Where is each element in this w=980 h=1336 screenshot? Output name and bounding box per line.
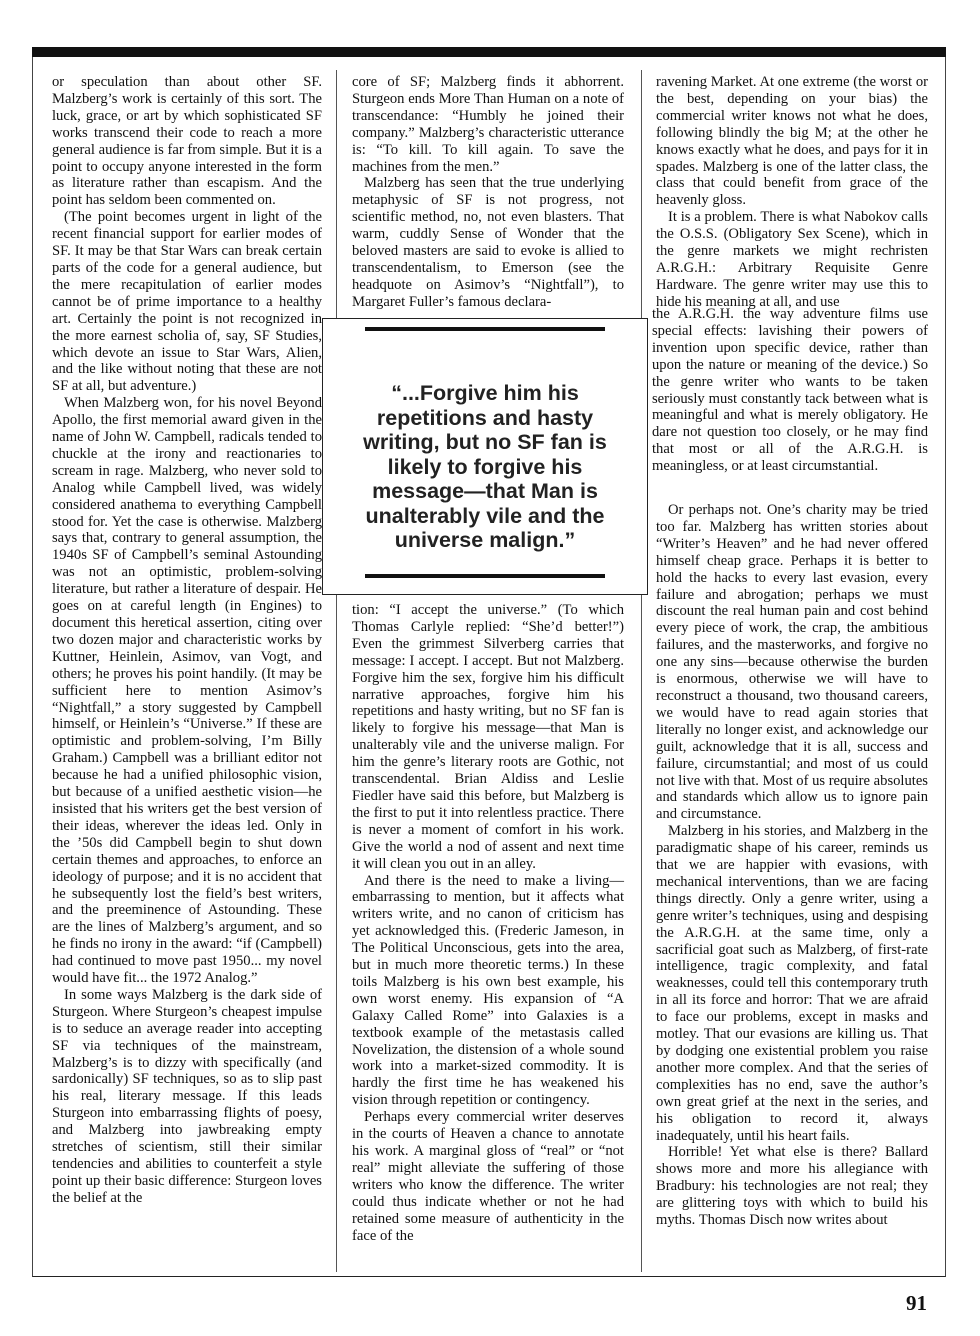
- paragraph: Malzberg has seen that the true underlying metaphysic of SF is not progress, not scientific method, no, not even blasters. That warm, cuddly Sense of Wonder that the beloved masters are said to evoke is allied to transcendentalism, to Emerson (see the headquote on Asimov’s “Nightfall”), to Margaret Fuller’s famous declara-: [352, 175, 624, 310]
- paragraph: Horrible! Yet what else is there? Ballard shows more and more his allegiance with Bradbury: his technologies are not real; they are glittering toys with which to build his myths. Thomas Disch now writes about: [656, 1144, 928, 1229]
- paragraph: Perhaps every commercial writer deserves in the courts of Heaven a chance to annotate his work. A marginal gloss of “real” or “not real” might alleviate the suffering of those writers who know the difference. The writer could thus indicate whether or not he had retained some measure of authenticity in the face of the: [352, 1109, 624, 1244]
- paragraph: When Malzberg won, for his novel Beyond Apollo, the first memorial award given in the name of John W. Campbell, radicals tended to chuckle at the irony and reactionaries to scream in rage. Malzberg, who never sold to Analog while Campbell lived, was widely considered anathema to everything Campbell stood for. Yet the case is otherwise. Malzberg says that, contrary to general assumption, the 1940s SF of Campbell’s seminal Astounding was not an optimistic, problem-solving literature, but rather a literature of despair. He goes on at careful length (in Engines) to document this heretical assertion, citing over two dozen major and characteristic works by Kuttner, Heinlein, Asimov, van Vogt, and others; he proves his point handily. (It may be sufficient here to mention Asimov’s “Nightfall,” a story suggested by Campbell himself, or Heinlein’s “Universe.” If these are optimistic and problem-solving, I’m Billy Graham.) Campbell was a brilliant editor not because he had a unified philosophic vision, but because of a unified aesthetic vision—he insisted that his writers get the best version of their ideas, wherever the ideas led. Only in the ’50s did Campbell begin to shut down certain themes and approaches, to enforce an ideology of purpose; and it is no accident that he subsequently lost the field’s best writers, and the preeminence of Astounding. These are the lines of Malzberg’s argument, and so he finds no irony in the award: “if (Campbell) had continued to move past 1950... my novel would have fit... the 1972 Analog.”: [52, 395, 322, 987]
- column-3-bottom: [656, 502, 928, 1229]
- paragraph: ravening Market. At one extreme (the worst or the best, depending on your bias) the commercial writer knows not what he does, following blindly the big M; at the other he knows exactly what he does, and pays for it in spades. Malzberg is one of the latter class, the class that could benefit from grace of the heavenly gloss.: [656, 74, 928, 209]
- column-divider-1: [336, 70, 337, 1272]
- pull-quote-top-bar: [365, 327, 605, 331]
- paragraph: the A.R.G.H. the way adventure films use special effects: lavishing their powers of invention upon specific device, rather than upon the nature or meaning of the device.) So the genre writer who wants to be taken seriously must constantly tack between what is meaningful and what is merely obligatory. He dare not question too closely, or he may find that most or all of the A.R.G.H. is meaningless, or at least circumstantial.: [652, 306, 928, 475]
- paragraph: tion: “I accept the universe.” (To which Thomas Carlyle replied: “She’d better!”) Even the grimmest Silverberg carries that message: I accept. I accept. But not Malzberg. Forgive him the sex, forgive him his difficult narrative approaches, forgive him his repetitions and hasty writing, but no SF fan is likely to forgive his message—that Man is unalterably vile and the universe malign. For him the genre’s literary roots are Gothic, not transcendental. Brian Aldiss and Leslie Fiedler have said this before, but Malzberg is the first to put it into relentless practice. There is never a moment of comfort in his work. Give the world a nod of assent and next time it will clean you out in an alley.: [352, 602, 624, 872]
- paragraph: or speculation than about other SF. Malzberg’s work is certainly of this sort. The luck, grace, or art by which sophisticated SF works transcend their code to reach a more general audience is far from simple. But it is a point to occupy anyone interested in the form as literature rather than escapism. And the point has seldom been commented on.: [52, 74, 322, 209]
- pull-quote-bottom-bar: [365, 574, 605, 578]
- page-number: 91: [906, 1291, 927, 1315]
- paragraph: Malzberg in his stories, and Malzberg in the paradigmatic shape of his career, reminds us that we are happier with evasions, with mechanical interventions, than we are facing things directly. Only a genre writer, using a genre writer’s techniques, using and despising the A.R.G.H. at the same time, only a sacrificial goat such as Malzberg, of first-rate intelligence, tragic complexity, and fatal weaknesses, could tell this contemporary truth in all its force and horror: That we are afraid to face our problems, except in masks and motley. That our evasions are killing us. That by dodging one existential problem you raise another more complex. And that the series of complexities has no end, save the author’s own great grief at the next in the series, and his obligation to record it, always inadequately, until his heart fails.: [656, 823, 928, 1144]
- column-2-bottom: [352, 602, 624, 1244]
- paragraph: core of SF; Malzberg finds it abhorrent. Sturgeon ends More Than Human on a note of transcendance: “Humbly he joined their company.” Malzberg’s characteristic utterance is: “To kill. To kill again. To save the machines from the men.”: [352, 74, 624, 175]
- paragraph: It is a problem. There is what Nabokov calls the O.S.S. (Obligatory Sex Scene), which in the genre markets we might rechristen A.R.G.H.: Arbitrary Requisite Genre Hardware. The genre writer may use this to hide his meaning at all, and use: [656, 209, 928, 310]
- column-1: [52, 74, 322, 1207]
- top-rule: [32, 47, 946, 57]
- paragraph: Or perhaps not. One’s charity may be tried too far. Malzberg has written stories about “Writer’s Heaven” and he had never offered himself cheap grace. Perhaps it is better to hold the hacks to every last evasion, every failure and abrogation; perhaps we must discount the real human pain and cost behind every piece of work, the crap, the ambitious failures, and the masterworks, and forgive no one any sins—because otherwise the burden is enormous, otherwise we will have to reconstruct a thousand, two thousand careers, we would have to read again stories that literally no longer exist, and acknowledge our guilt, acknowledge that it is all, success and failure, circumstantial; and most of us could not live with that. Most of us require absolutes and standards which allow us to ignore pain and circumstance.: [656, 502, 928, 823]
- pull-quote-box: [322, 318, 648, 595]
- column-2-top: [352, 74, 624, 311]
- pull-quote-text: “...Forgive him his repetitions and hasty writing, but no SF fan is likely to forgive his message—that Man is unalterably vile and the universe malign.”: [363, 381, 607, 552]
- paragraph: (The point becomes urgent in light of the recent financial support for earlier modes of SF. It may be that Star Wars can break certain parts of the code for a general audience, but the mere recapitulation of earlier modes cannot be of prime importance to a healthy art. Certainly the point is not recognized in the more earnest scholia of, say, SF Studies, which devote an issue to Star Wars, Alien, and the like without noting that these are not SF at all, but adventure.): [52, 209, 322, 395]
- column-divider-2: [641, 70, 642, 1272]
- column-3-top: [656, 74, 928, 311]
- column-3-middle: [652, 306, 928, 475]
- paragraph: And there is the need to make a living—embarrassing to mention, but it affects what writers write, and no canon of criticism has yet acknowledged this. (Frederic Jameson, in The Political Unconscious, gets into the area, but in much more theoretic terms.) In these toils Malzberg is his own best example, his own worst enemy. His expansion of “A Galaxy Called Rome” into Galaxies is a textbook example of the metastasis called Novelization, the distension of a whole sound work into a market-sized commodity. It is hardly the first time he has weakened his vision through repetition or contingency.: [352, 872, 624, 1109]
- paragraph: In some ways Malzberg is the dark side of Sturgeon. Where Sturgeon’s cheapest impulse is to seduce an average reader into accepting SF via techniques of the mainstream, Malzberg’s is to dizzy with specifically (and sardonically) SF techniques, so as to slip past his real, literary message. If this leads Sturgeon into embarrassing flights of poesy, and Malzberg into jawbreaking empty stretches of scientism, still their similar tendencies and abilities to counterfeit a style point up their basic difference: Sturgeon loves the belief at the: [52, 986, 322, 1206]
